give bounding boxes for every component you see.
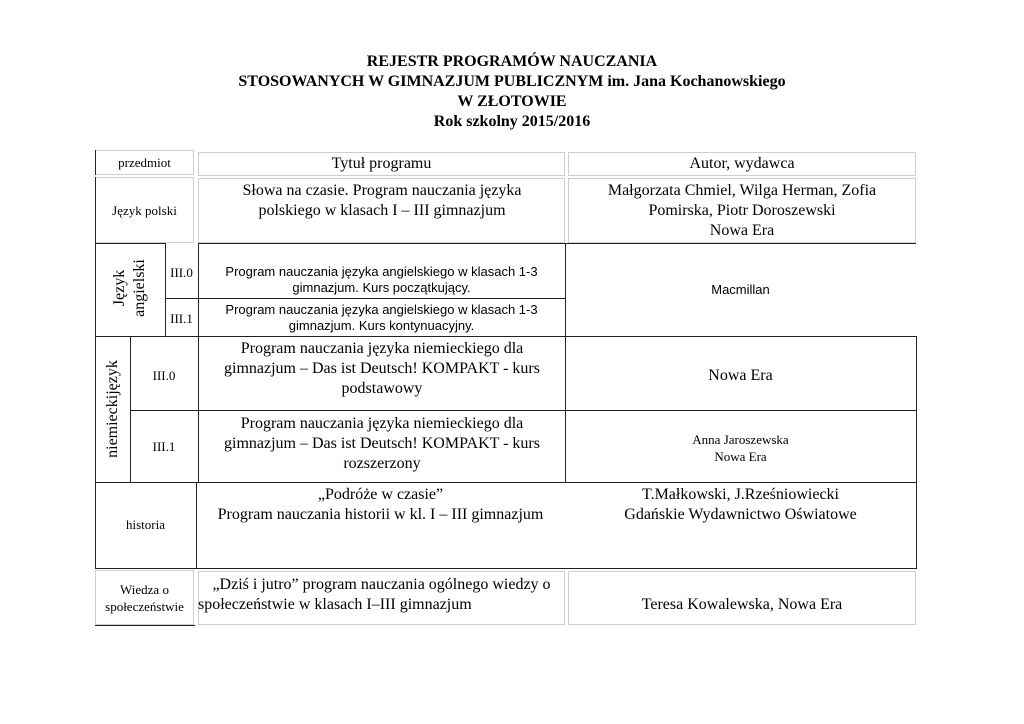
subject-wos-line1: Wiedza o bbox=[120, 582, 169, 597]
row-divider bbox=[95, 625, 195, 626]
col-header-autor: Autor, wydawca bbox=[689, 155, 795, 172]
title-angielski-0: Program nauczania języka angielskiego w klasach 1-3 gimnazjum. Kurs początkujący. bbox=[225, 264, 538, 295]
author-wos: Teresa Kowalewska, Nowa Era bbox=[641, 596, 843, 613]
author-angielski: Macmillan bbox=[711, 282, 770, 297]
level-niemiecki-1: III.1 bbox=[152, 439, 176, 454]
author-historia-line1: T.Małkowski, J.Rześniowiecki bbox=[641, 486, 839, 503]
row-divider bbox=[130, 410, 917, 411]
col-header-przedmiot: przedmiot bbox=[118, 155, 171, 170]
author-historia-line2: Gdańskie Wydawnictwo Oświatowe bbox=[624, 506, 857, 523]
inner-border bbox=[198, 336, 199, 482]
title-historia-line2: Program nauczania historii w kl. I – III gimnazjum bbox=[217, 506, 544, 523]
title-niemiecki-0: Program nauczania języka niemieckiego dla gimnazjum – Das ist Deutsch! KOMPAKT - kurs podstawowy bbox=[224, 340, 540, 397]
title-historia-line1: „Podróże w czasie” bbox=[317, 486, 444, 503]
author-polski-line3: Nowa Era bbox=[709, 222, 775, 239]
author-niemiecki-1-line2: Nowa Era bbox=[714, 449, 767, 464]
row-divider bbox=[165, 298, 565, 299]
row-divider bbox=[95, 482, 917, 483]
author-niemiecki-1-line1: Anna Jaroszewska bbox=[692, 432, 789, 447]
doc-title-line3: W ZŁOTOWIE bbox=[457, 93, 567, 110]
level-niemiecki-0: III.0 bbox=[152, 368, 176, 383]
subject-angielski-line1: Język bbox=[111, 269, 128, 307]
level-angielski-1: III.1 bbox=[170, 311, 193, 326]
title-angielski-1: Program nauczania języka angielskiego w klasach 1-3 gimnazjum. Kurs kontynuacyjny. bbox=[225, 302, 538, 333]
subject-historia: historia bbox=[126, 517, 165, 532]
left-border bbox=[95, 177, 96, 482]
author-polski-line2: Pomirska, Piotr Doroszewski bbox=[648, 202, 836, 219]
title-wos-line1: „Dziś i jutro” program nauczania ogólnego wiedzy o bbox=[212, 576, 551, 593]
subject-wos-line2: społeczeństwie bbox=[105, 599, 184, 614]
subject-angielski-line2: angielski bbox=[131, 259, 148, 317]
subject-jezyk-angielski bbox=[110, 228, 150, 348]
row-divider bbox=[95, 336, 917, 337]
inner-border bbox=[130, 336, 131, 482]
subject-jezyk-niemiecki: niemieckijęzyk bbox=[104, 360, 121, 458]
right-border bbox=[916, 336, 917, 568]
subject-jezyk-polski: Język polski bbox=[112, 203, 177, 218]
col-header-tytul: Tytuł programu bbox=[331, 155, 432, 172]
title-wos-line2: społeczeństwie w klasach I–III gimnazjum bbox=[198, 596, 472, 613]
row-divider bbox=[95, 568, 917, 569]
author-niemiecki-0: Nowa Era bbox=[708, 367, 773, 384]
level-angielski-0: III.0 bbox=[170, 265, 193, 280]
title-niemiecki-1: Program nauczania języka niemieckiego dla gimnazjum – Das ist Deutsch! KOMPAKT - kurs rozszerzony bbox=[224, 415, 540, 472]
doc-title-line4: Rok szkolny 2015/2016 bbox=[433, 113, 591, 130]
author-polski-line1: Małgorzata Chmiel, Wilga Herman, Zofia bbox=[607, 182, 877, 199]
title-polski: Słowa na czasie. Program nauczania języka polskiego w klasach I – III gimnazjum bbox=[242, 182, 522, 219]
row-divider bbox=[198, 243, 916, 244]
doc-title-line2: STOSOWANYCH W GIMNAZJUM PUBLICZNYM im. Jana Kochanowskiego bbox=[238, 73, 786, 90]
doc-title-line1: REJESTR PROGRAMÓW NAUCZANIA bbox=[366, 53, 658, 70]
